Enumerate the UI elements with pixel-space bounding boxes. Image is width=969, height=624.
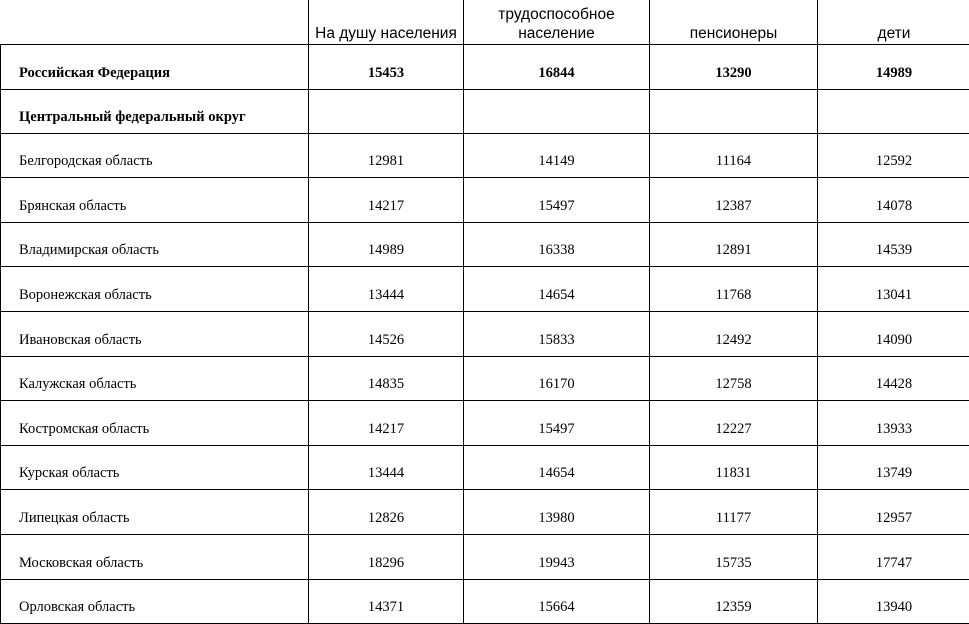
row-name: Орловская область — [1, 579, 309, 624]
value-working-age: 15497 — [464, 401, 650, 446]
table-row — [1, 178, 969, 223]
table-row — [1, 579, 969, 624]
value-per-capita: 14989 — [309, 222, 464, 267]
value-working-age: 14654 — [464, 267, 650, 312]
value-working-age: 15497 — [464, 178, 650, 223]
value-per-capita: 14371 — [309, 579, 464, 624]
value-working-age: 16170 — [464, 356, 650, 401]
table-row — [1, 311, 969, 356]
value-pensioners: 12359 — [650, 579, 818, 624]
value-children: 13933 — [818, 401, 969, 446]
row-name: Ивановская область — [1, 311, 309, 356]
header-per-capita: На душу населения — [309, 0, 464, 45]
value-working-age: 19943 — [464, 534, 650, 579]
row-name: Брянская область — [1, 178, 309, 223]
table-row — [1, 222, 969, 267]
value-children: 14539 — [818, 222, 969, 267]
table-row — [1, 356, 969, 401]
value-pensioners: 11164 — [650, 133, 818, 178]
row-name: Калужская область — [1, 356, 309, 401]
value-children: 13749 — [818, 445, 969, 490]
value-pensioners: 11768 — [650, 267, 818, 312]
value-working-age: 13980 — [464, 490, 650, 535]
value-children: 14090 — [818, 311, 969, 356]
row-name: Российская Федерация — [1, 45, 309, 90]
value-children: 17747 — [818, 534, 969, 579]
table-row — [1, 445, 969, 490]
value-working-age: 14149 — [464, 133, 650, 178]
value-pensioners: 15735 — [650, 534, 818, 579]
value-working-age: 16844 — [464, 45, 650, 90]
value-children: 14078 — [818, 178, 969, 223]
value-pensioners: 11177 — [650, 490, 818, 535]
value-children: 14428 — [818, 356, 969, 401]
value-working-age: 14654 — [464, 445, 650, 490]
header-working-age: трудоспособное население — [464, 0, 650, 45]
row-name: Московская область — [1, 534, 309, 579]
value-pensioners: 12387 — [650, 178, 818, 223]
table-row — [1, 490, 969, 535]
value-working-age: 15664 — [464, 579, 650, 624]
row-name: Костромская область — [1, 401, 309, 446]
table-row — [1, 534, 969, 579]
district-row — [1, 89, 969, 133]
value-children: 12592 — [818, 133, 969, 178]
federation-row — [1, 45, 969, 90]
value-children: 14989 — [818, 45, 969, 90]
region-rows — [1, 133, 969, 624]
value-per-capita: 14217 — [309, 401, 464, 446]
value-per-capita: 15453 — [309, 45, 464, 90]
empty-cell — [309, 89, 464, 133]
value-per-capita: 14526 — [309, 311, 464, 356]
value-pensioners: 11831 — [650, 445, 818, 490]
row-name: Белгородская область — [1, 133, 309, 178]
value-per-capita: 14835 — [309, 356, 464, 401]
value-pensioners: 12891 — [650, 222, 818, 267]
value-per-capita: 13444 — [309, 445, 464, 490]
header-corner — [1, 0, 309, 45]
table-row — [1, 267, 969, 312]
value-pensioners: 13290 — [650, 45, 818, 90]
value-pensioners: 12758 — [650, 356, 818, 401]
value-children: 13041 — [818, 267, 969, 312]
table-row — [1, 133, 969, 178]
header-row — [1, 0, 969, 45]
empty-cell — [650, 89, 818, 133]
value-pensioners: 12227 — [650, 401, 818, 446]
empty-cell — [818, 89, 969, 133]
header-children: дети — [818, 0, 969, 45]
value-per-capita: 12826 — [309, 490, 464, 535]
table-row — [1, 401, 969, 446]
empty-cell — [464, 89, 650, 133]
value-per-capita: 13444 — [309, 267, 464, 312]
value-children: 13940 — [818, 579, 969, 624]
value-pensioners: 12492 — [650, 311, 818, 356]
header-pensioners: пенсионеры — [650, 0, 818, 45]
row-name: Воронежская область — [1, 267, 309, 312]
value-children: 12957 — [818, 490, 969, 535]
value-working-age: 15833 — [464, 311, 650, 356]
row-name: Липецкая область — [1, 490, 309, 535]
row-name: Владимирская область — [1, 222, 309, 267]
value-per-capita: 18296 — [309, 534, 464, 579]
value-per-capita: 12981 — [309, 133, 464, 178]
value-working-age: 16338 — [464, 222, 650, 267]
value-per-capita: 14217 — [309, 178, 464, 223]
district-name: Центральный федеральный округ — [1, 89, 309, 133]
row-name: Курская область — [1, 445, 309, 490]
